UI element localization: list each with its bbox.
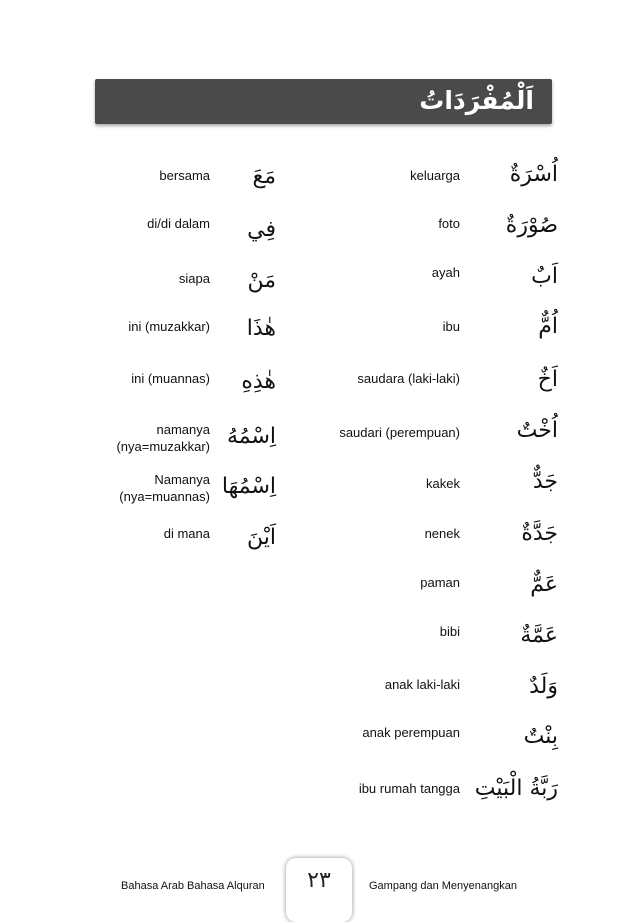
arabic-word: عَمٌّ — [530, 572, 558, 597]
word-meaning: foto — [438, 216, 460, 231]
word-meaning: keluarga — [410, 168, 460, 183]
list-item — [0, 160, 638, 196]
list-item — [0, 211, 638, 247]
arabic-word: هٰذَا — [246, 316, 276, 341]
list-item — [0, 416, 638, 456]
arabic-word: اُخْتٌ — [516, 418, 558, 443]
arabic-word: فِي — [247, 217, 276, 242]
arabic-word: بِنْتٌ — [523, 724, 558, 749]
word-meaning: di mana — [163, 526, 210, 541]
list-item — [0, 519, 638, 555]
list-item — [0, 467, 638, 507]
footer-book-title: Bahasa Arab Bahasa Alquran — [121, 880, 265, 892]
page-number: ٢٣ — [307, 868, 331, 893]
list-item — [0, 722, 638, 758]
word-meaning: ini (muannas) — [131, 371, 210, 386]
word-meaning: ini (muzakkar) — [128, 319, 210, 334]
list-item — [0, 621, 638, 657]
arabic-word: هٰذِهِ — [241, 369, 276, 394]
word-meaning: anak laki-laki — [384, 677, 460, 692]
word-meaning: bersama — [159, 168, 210, 183]
arabic-word: اَخٌ — [537, 367, 558, 392]
word-meaning: paman — [420, 575, 460, 590]
list-item — [0, 672, 638, 708]
arabic-word: عَمَّةٌ — [520, 623, 558, 648]
word-meaning: saudari (perempuan) — [339, 425, 460, 440]
footer-tagline: Gampang dan Menyenangkan — [369, 880, 517, 892]
arabic-word: صُوْرَةٌ — [505, 213, 558, 238]
page-title: اَلْمُفْرَدَاتُ — [419, 86, 534, 115]
vocabulary-header-bar — [95, 79, 552, 124]
arabic-word: مَعَ — [252, 164, 276, 189]
word-meaning: ayah — [431, 265, 460, 280]
arabic-word: اَبٌ — [531, 264, 558, 289]
word-meaning: ibu rumah tangga — [358, 781, 460, 796]
word-meaning-line-1: Namanya — [154, 472, 210, 487]
arabic-word: اِسْمُهُ — [226, 424, 276, 449]
arabic-word: مَنْ — [247, 268, 276, 293]
word-meaning: ibu — [442, 319, 460, 334]
arabic-word: اُسْرَةٌ — [509, 162, 558, 187]
word-meaning-line-1: namanya — [156, 422, 210, 437]
list-item — [0, 312, 638, 348]
arabic-word: اَيْنَ — [247, 525, 276, 550]
word-meaning-line-2: (nya=muzakkar) — [116, 439, 210, 454]
word-meaning-line-2: (nya=muannas) — [119, 489, 210, 504]
list-item — [0, 774, 638, 810]
word-meaning: di/di dalam — [147, 216, 210, 231]
list-item — [0, 570, 638, 606]
list-item — [0, 262, 638, 298]
word-meaning: nenek — [424, 526, 460, 541]
list-item — [0, 365, 638, 401]
arabic-word: وَلَدٌ — [529, 674, 558, 699]
arabic-word: اُمٌّ — [538, 314, 558, 339]
page-number-box — [286, 858, 352, 922]
word-meaning: saudara (laki-laki) — [357, 371, 460, 386]
arabic-word: اِسْمُهَا — [221, 474, 276, 499]
word-meaning: siapa — [178, 271, 210, 286]
arabic-word: جَدٌّ — [532, 469, 558, 494]
arabic-word: رَبَّةُ الْبَيْتِ — [474, 776, 558, 801]
word-meaning: anak perempuan — [362, 725, 460, 740]
word-meaning: kakek — [426, 476, 460, 491]
arabic-word: جَدَّةٌ — [521, 521, 558, 546]
word-meaning: bibi — [439, 624, 460, 639]
